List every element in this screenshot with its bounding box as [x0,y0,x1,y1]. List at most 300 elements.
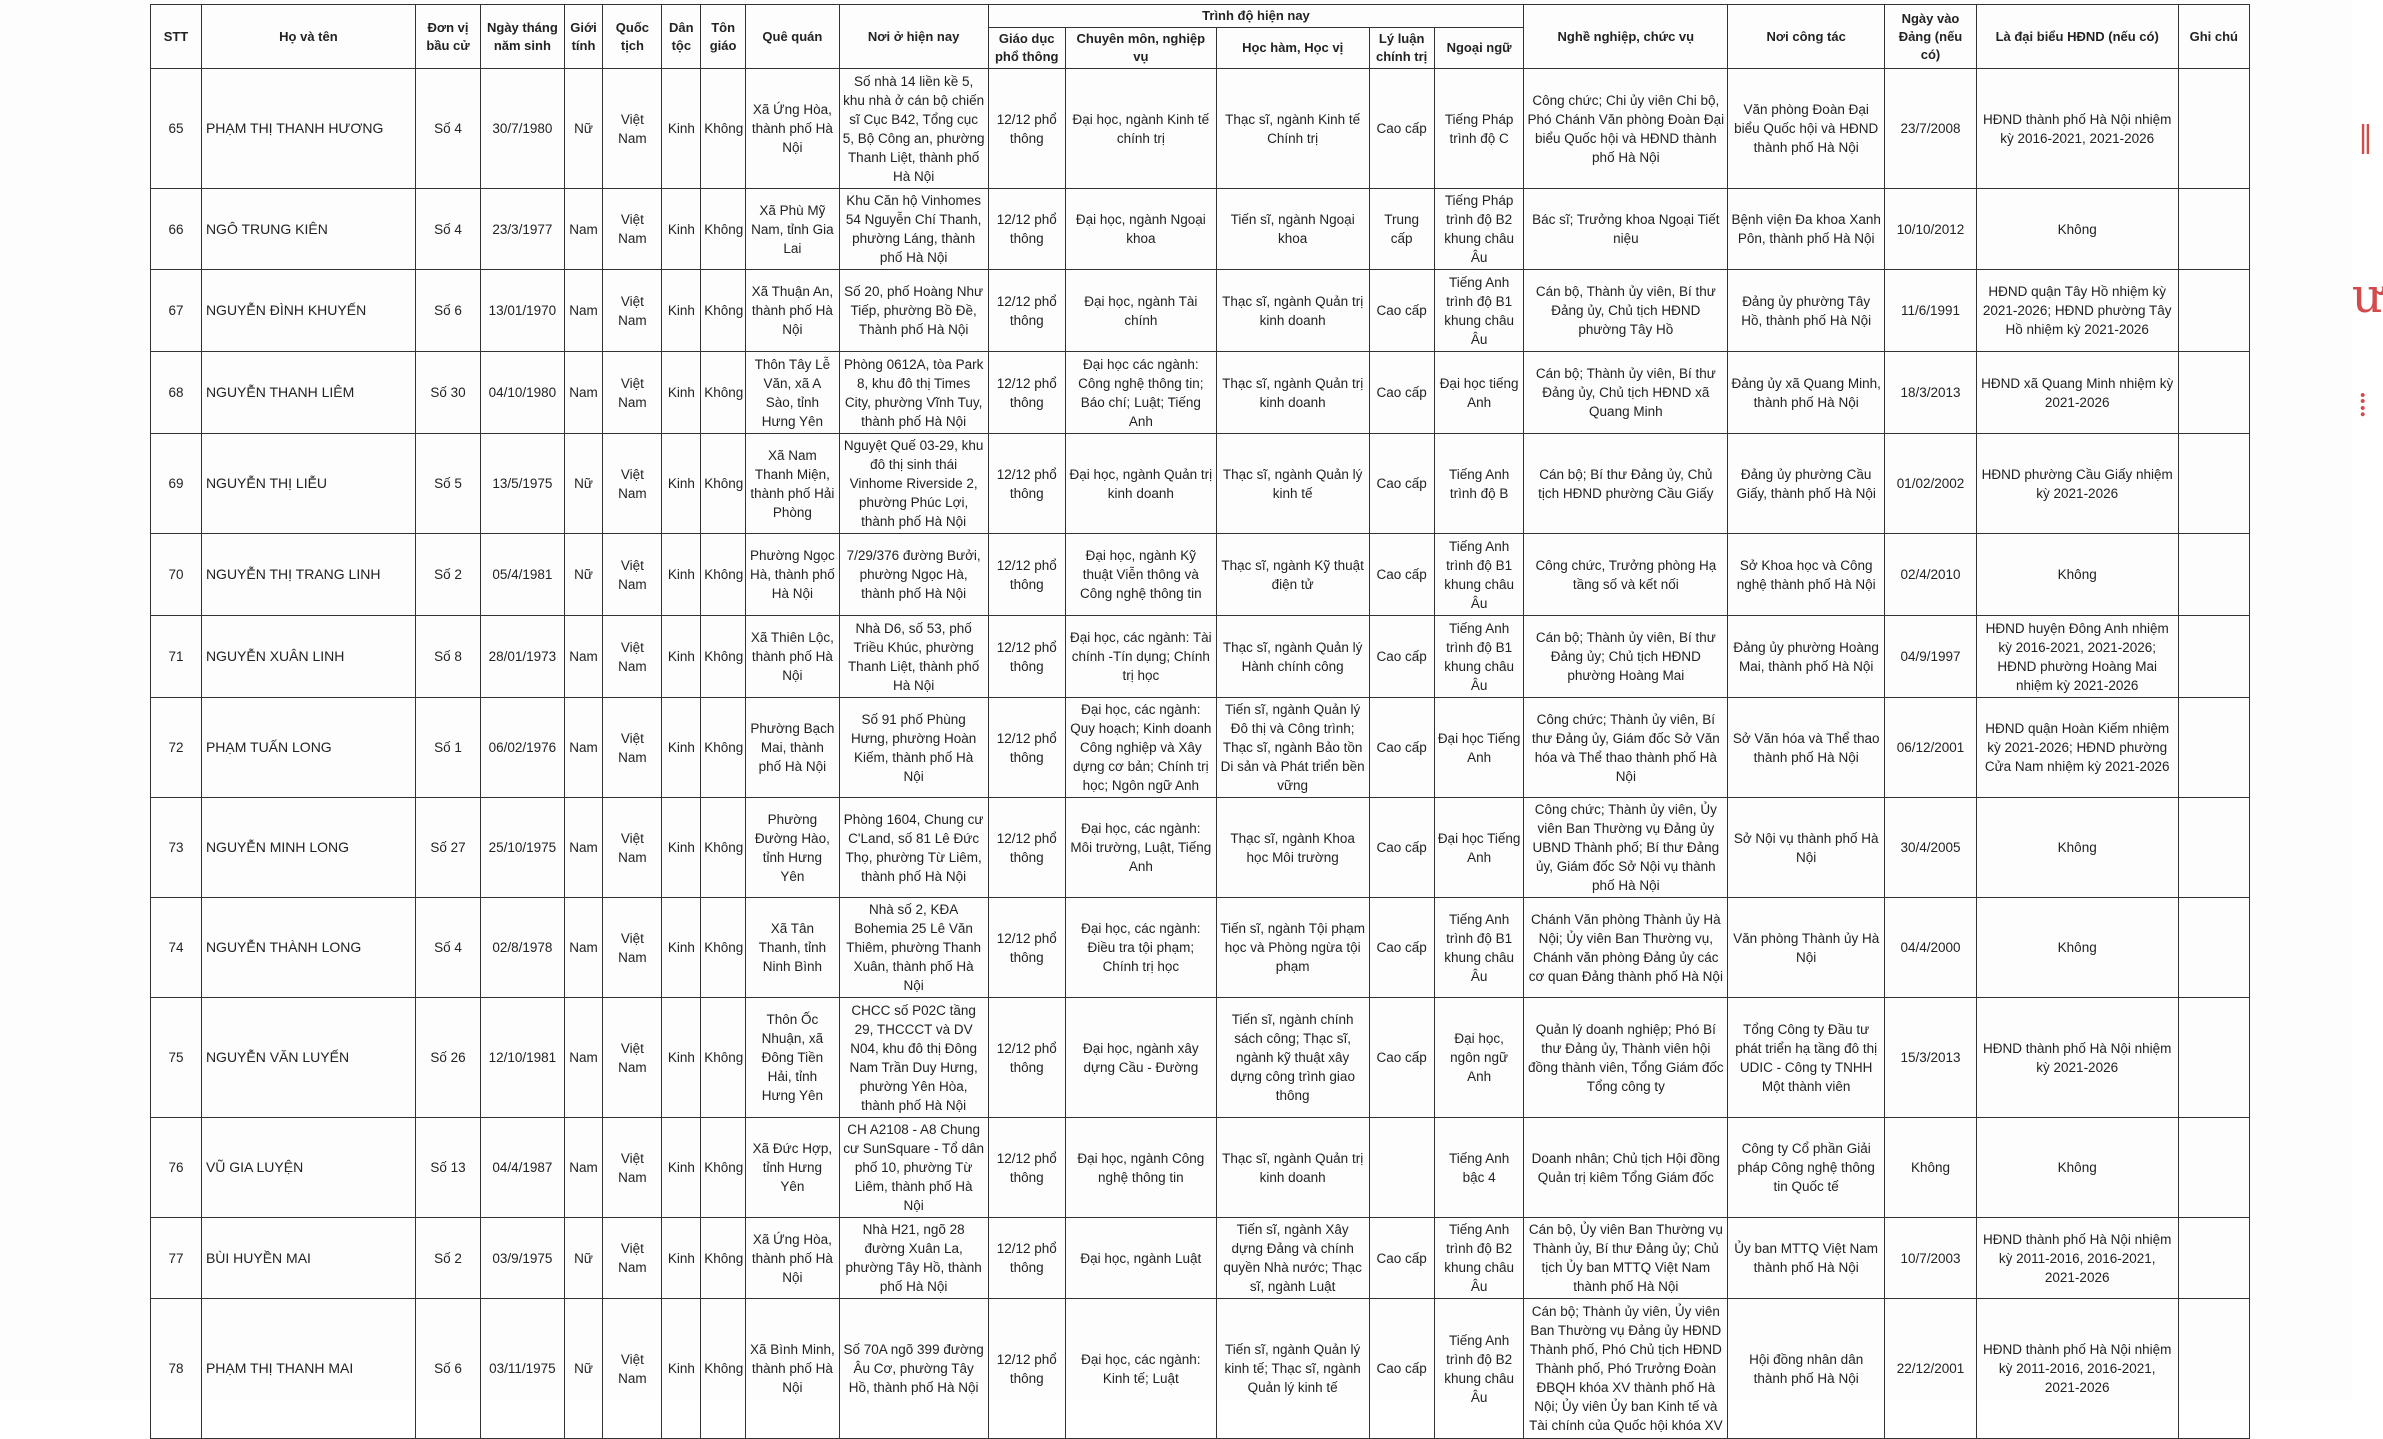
header-col-8: Quê quán [746,5,840,69]
header-col-18: Là đại biểu HĐND (nếu có) [1976,5,2178,69]
cell-14: Tiếng Anh trình độ B [1434,434,1524,534]
cell-15: Bác sĩ; Trưởng khoa Ngoại Tiết niệu [1524,189,1728,270]
header-col-2: Đơn vị bầu cử [415,5,480,69]
cell-8: Phường Bạch Mai, thành phố Hà Nội [746,698,840,798]
red-stamp-mark: ư [2352,268,2383,324]
cell-18: HĐND thành phố Hà Nội nhiệm kỳ 2021-2026 [1976,998,2178,1118]
header-col-7: Tôn giáo [701,5,746,69]
cell-8: Xã Bình Minh, thành phố Hà Nội [746,1299,840,1439]
cell-11: Đại học, các ngành: Tài chính -Tín dụng; Chính trị học [1065,616,1216,698]
cell-16: Văn phòng Đoàn Đại biểu Quốc hội và HĐND thành phố Hà Nội [1728,69,1885,189]
table-row [151,998,2250,1118]
cell-18: Không [1976,898,2178,998]
table-row [151,616,2250,698]
cell-2: Số 2 [415,534,480,616]
cell-1: PHẠM TUẤN LONG [201,698,415,798]
cell-3: 03/11/1975 [481,1299,565,1439]
header-col-15: Nghề nghiệp, chức vụ [1524,5,1728,69]
cell-3: 04/4/1987 [481,1118,565,1218]
cell-16: Văn phòng Thành ủy Hà Nội [1728,898,1885,998]
cell-7: Không [701,69,746,189]
cell-11: Đại học, các ngành: Quy hoạch; Kinh doanh Công nghiệp và Xây dựng cơ bản; Chính trị học; Ngôn ngữ Anh [1065,698,1216,798]
cell-13 [1369,1118,1434,1218]
cell-15: Doanh nhân; Chủ tịch Hội đồng Quản trị kiêm Tổng Giám đốc [1524,1118,1728,1218]
cell-9: Nguyệt Quế 03-29, khu đô thị sinh thái Vinhome Riverside 2, phường Phúc Lợi, thành phố Hà Nội [839,434,988,534]
cell-9: Số 20, phố Hoàng Như Tiếp, phường Bồ Đề, Thành phố Hà Nội [839,270,988,352]
cell-4: Nữ [564,434,603,534]
cell-10: 12/12 phổ thông [988,534,1065,616]
cell-8: Xã Ứng Hòa, thành phố Hà Nội [746,1218,840,1299]
table-row [151,698,2250,798]
cell-11: Đại học, các ngành: Điều tra tội phạm; Chính trị học [1065,898,1216,998]
cell-6: Kinh [662,1299,701,1439]
cell-10: 12/12 phổ thông [988,998,1065,1118]
cell-5: Việt Nam [603,1218,662,1299]
cell-0: 77 [151,1218,202,1299]
cell-19 [2178,1218,2249,1299]
table-row [151,69,2250,189]
header-col-16: Nơi công tác [1728,5,1885,69]
page-margin [2352,0,2377,1399]
cell-14: Tiếng Anh trình độ B1 khung châu Âu [1434,898,1524,998]
cell-1: PHẠM THỊ THANH MAI [201,1299,415,1439]
cell-18: Không [1976,189,2178,270]
cell-1: PHẠM THỊ THANH HƯƠNG [201,69,415,189]
cell-13: Cao cấp [1369,270,1434,352]
cell-19 [2178,616,2249,698]
header-col-5: Quốc tịch [603,5,662,69]
cell-16: Sở Khoa học và Công nghệ thành phố Hà Nội [1728,534,1885,616]
cell-19 [2178,189,2249,270]
cell-0: 73 [151,798,202,898]
cell-0: 76 [151,1118,202,1218]
red-stamp-mark: ⁞ [2358,385,2368,425]
cell-5: Việt Nam [603,1299,662,1439]
table-row [151,189,2250,270]
cell-18: HĐND xã Quang Minh nhiệm kỳ 2021-2026 [1976,352,2178,434]
header-col-0: STT [151,5,202,69]
cell-8: Thôn Tây Lễ Văn, xã A Sào, tỉnh Hưng Yên [746,352,840,434]
cell-7: Không [701,898,746,998]
cell-11: Đại học, ngành Luật [1065,1218,1216,1299]
cell-6: Kinh [662,270,701,352]
cell-6: Kinh [662,1118,701,1218]
cell-10: 12/12 phổ thông [988,69,1065,189]
header-col-14: Ngoại ngữ [1434,28,1524,69]
table-row [151,534,2250,616]
cell-12: Tiến sĩ, ngành chính sách công; Thạc sĩ, ngành kỹ thuật xây dựng công trình giao thông [1216,998,1369,1118]
cell-7: Không [701,1218,746,1299]
cell-17: 10/7/2003 [1885,1218,1977,1299]
cell-15: Chánh Văn phòng Thành ủy Hà Nội; Ủy viên Ban Thường vụ, Chánh văn phòng Đảng ủy các cơ quan Đảng thành phố Hà Nội [1524,898,1728,998]
cell-6: Kinh [662,352,701,434]
cell-5: Việt Nam [603,189,662,270]
header-col-11: Chuyên môn, nghiệp vụ [1065,28,1216,69]
cell-19 [2178,434,2249,534]
cell-7: Không [701,434,746,534]
red-stamp-mark: ‖ [2358,120,2373,155]
cell-13: Cao cấp [1369,1218,1434,1299]
cell-12: Thạc sĩ, ngành Quản trị kinh doanh [1216,352,1369,434]
cell-17: 30/4/2005 [1885,798,1977,898]
cell-15: Quản lý doanh nghiệp; Phó Bí thư Đảng ủy, Thành viên hội đồng thành viên, Tổng Giám đốc Tổng công ty [1524,998,1728,1118]
cell-4: Nam [564,352,603,434]
cell-3: 13/5/1975 [481,434,565,534]
table-row [151,352,2250,434]
cell-2: Số 5 [415,434,480,534]
header-col-6: Dân tộc [662,5,701,69]
cell-19 [2178,1299,2249,1439]
cell-9: CH A2108 - A8 Chung cư SunSquare - Tổ dân phố 10, phường Từ Liêm, thành phố Hà Nội [839,1118,988,1218]
cell-0: 70 [151,534,202,616]
cell-3: 23/3/1977 [481,189,565,270]
cell-4: Nữ [564,1299,603,1439]
cell-10: 12/12 phổ thông [988,434,1065,534]
cell-4: Nữ [564,534,603,616]
cell-12: Thạc sĩ, ngành Quản lý kinh tế [1216,434,1369,534]
cell-8: Xã Thiên Lộc, thành phố Hà Nội [746,616,840,698]
cell-8: Xã Đức Hợp, tỉnh Hưng Yên [746,1118,840,1218]
cell-19 [2178,69,2249,189]
cell-5: Việt Nam [603,534,662,616]
cell-7: Không [701,270,746,352]
cell-11: Đại học, ngành Công nghệ thông tin [1065,1118,1216,1218]
cell-3: 03/9/1975 [481,1218,565,1299]
table-row [151,898,2250,998]
cell-14: Tiếng Pháp trình độ B2 khung châu Âu [1434,189,1524,270]
cell-16: Sở Văn hóa và Thể thao thành phố Hà Nội [1728,698,1885,798]
cell-15: Cán bộ, Ủy viên Ban Thường vụ Thành ủy, Bí thư Đảng ủy; Chủ tịch Ủy ban MTTQ Việt Nam thành phố Hà Nội [1524,1218,1728,1299]
cell-9: 7/29/376 đường Bưởi, phường Ngọc Hà, thành phố Hà Nội [839,534,988,616]
cell-8: Phường Ngọc Hà, thành phố Hà Nội [746,534,840,616]
cell-3: 12/10/1981 [481,998,565,1118]
cell-9: CHCC số P02C tầng 29, THCCCT và DV N04, khu đô thị Đông Nam Trần Duy Hưng, phường Yên Hòa, thành phố Hà Nội [839,998,988,1118]
cell-10: 12/12 phổ thông [988,698,1065,798]
cell-4: Nữ [564,1218,603,1299]
cell-18: HĐND thành phố Hà Nội nhiệm kỳ 2016-2021, 2021-2026 [1976,69,2178,189]
header-col-19: Ghi chú [2178,5,2249,69]
cell-14: Tiếng Pháp trình độ C [1434,69,1524,189]
cell-17: Không [1885,1118,1977,1218]
cell-5: Việt Nam [603,998,662,1118]
cell-4: Nữ [564,69,603,189]
cell-13: Cao cấp [1369,616,1434,698]
cell-12: Tiến sĩ, ngành Ngoại khoa [1216,189,1369,270]
cell-18: Không [1976,534,2178,616]
cell-12: Thạc sĩ, ngành Quản lý Hành chính công [1216,616,1369,698]
cell-11: Đại học các ngành: Công nghệ thông tin; Báo chí; Luật; Tiếng Anh [1065,352,1216,434]
cell-12: Thạc sĩ, ngành Kỹ thuật điện tử [1216,534,1369,616]
cell-0: 78 [151,1299,202,1439]
header-col-13: Lý luận chính trị [1369,28,1434,69]
cell-16: Hội đồng nhân dân thành phố Hà Nội [1728,1299,1885,1439]
cell-3: 06/02/1976 [481,698,565,798]
cell-15: Cán bộ; Thành ủy viên, Bí thư Đảng ủy; Chủ tịch HĐND phường Hoàng Mai [1524,616,1728,698]
cell-18: HĐND quận Hoàn Kiếm nhiệm kỳ 2021-2026; HĐND phường Cửa Nam nhiệm kỳ 2021-2026 [1976,698,2178,798]
cell-5: Việt Nam [603,616,662,698]
cell-10: 12/12 phổ thông [988,798,1065,898]
cell-5: Việt Nam [603,352,662,434]
cell-18: Không [1976,798,2178,898]
cell-10: 12/12 phổ thông [988,898,1065,998]
cell-1: NGUYỄN THỊ TRANG LINH [201,534,415,616]
cell-6: Kinh [662,434,701,534]
cell-8: Thôn Ốc Nhuận, xã Đông Tiền Hải, tỉnh Hưng Yên [746,998,840,1118]
cell-11: Đại học, ngành Quản trị kinh doanh [1065,434,1216,534]
cell-6: Kinh [662,698,701,798]
cell-4: Nam [564,998,603,1118]
cell-17: 06/12/2001 [1885,698,1977,798]
cell-7: Không [701,1299,746,1439]
cell-13: Cao cấp [1369,998,1434,1118]
cell-0: 75 [151,998,202,1118]
cell-12: Thạc sĩ, ngành Quản trị kinh doanh [1216,1118,1369,1218]
cell-18: HĐND thành phố Hà Nội nhiệm kỳ 2011-2016, 2016-2021, 2021-2026 [1976,1218,2178,1299]
table-row [151,1118,2250,1218]
cell-9: Nhà D6, số 53, phố Triều Khúc, phường Thanh Liệt, thành phố Hà Nội [839,616,988,698]
header-col-10: Giáo dục phổ thông [988,28,1065,69]
cell-2: Số 27 [415,798,480,898]
cell-8: Xã Nam Thanh Miện, thành phố Hải Phòng [746,434,840,534]
cell-16: Bệnh viện Đa khoa Xanh Pôn, thành phố Hà Nội [1728,189,1885,270]
cell-10: 12/12 phổ thông [988,1118,1065,1218]
cell-10: 12/12 phổ thông [988,1218,1065,1299]
cell-2: Số 4 [415,189,480,270]
cell-7: Không [701,534,746,616]
cell-1: NGÔ TRUNG KIÊN [201,189,415,270]
cell-7: Không [701,698,746,798]
cell-6: Kinh [662,898,701,998]
cell-2: Số 6 [415,270,480,352]
cell-15: Công chức; Thành ủy viên, Bí thư Đảng ủy, Giám đốc Sở Văn hóa và Thể thao thành phố Hà Nội [1524,698,1728,798]
cell-16: Công ty Cổ phần Giải pháp Công nghệ thông tin Quốc tế [1728,1118,1885,1218]
cell-3: 30/7/1980 [481,69,565,189]
cell-0: 68 [151,352,202,434]
cell-7: Không [701,798,746,898]
cell-6: Kinh [662,69,701,189]
header-col-12: Học hàm, Học vị [1216,28,1369,69]
cell-5: Việt Nam [603,69,662,189]
cell-4: Nam [564,616,603,698]
cell-0: 67 [151,270,202,352]
cell-4: Nam [564,798,603,898]
cell-2: Số 13 [415,1118,480,1218]
cell-4: Nam [564,1118,603,1218]
cell-12: Tiến sĩ, ngành Quản lý Đô thị và Công trình; Thạc sĩ, ngành Bảo tồn Di sản và Phát triển bền vững [1216,698,1369,798]
cell-7: Không [701,1118,746,1218]
cell-18: Không [1976,1118,2178,1218]
cell-7: Không [701,616,746,698]
cell-14: Đại học Tiếng Anh [1434,798,1524,898]
cell-2: Số 8 [415,616,480,698]
cell-10: 12/12 phổ thông [988,189,1065,270]
cell-18: HĐND phường Cầu Giấy nhiệm kỳ 2021-2026 [1976,434,2178,534]
cell-2: Số 2 [415,1218,480,1299]
cell-15: Công chức, Trưởng phòng Hạ tầng số và kết nối [1524,534,1728,616]
cell-3: 02/8/1978 [481,898,565,998]
cell-18: HĐND thành phố Hà Nội nhiệm kỳ 2011-2016, 2016-2021, 2021-2026 [1976,1299,2178,1439]
cell-14: Tiếng Anh trình độ B2 khung châu Âu [1434,1218,1524,1299]
cell-19 [2178,352,2249,434]
cell-17: 11/6/1991 [1885,270,1977,352]
table-body [151,69,2250,1439]
cell-14: Đại học, ngôn ngữ Anh [1434,998,1524,1118]
cell-5: Việt Nam [603,270,662,352]
cell-15: Công chức; Thành ủy viên, Ủy viên Ban Thường vụ Đảng ủy UBND Thành phố; Bí thư Đảng ủy, Giám đốc Sở Nội vụ thành phố Hà Nội [1524,798,1728,898]
cell-1: NGUYỄN MINH LONG [201,798,415,898]
cell-19 [2178,534,2249,616]
header-col-3: Ngày tháng năm sinh [481,5,565,69]
cell-9: Phòng 0612A, tòa Park 8, khu đô thị Times City, phường Vĩnh Tuy, thành phố Hà Nội [839,352,988,434]
header-col-1: Họ và tên [201,5,415,69]
cell-8: Xã Phù Mỹ Nam, tỉnh Gia Lai [746,189,840,270]
cell-13: Cao cấp [1369,798,1434,898]
cell-16: Ủy ban MTTQ Việt Nam thành phố Hà Nội [1728,1218,1885,1299]
cell-16: Đảng ủy phường Cầu Giấy, thành phố Hà Nội [1728,434,1885,534]
cell-10: 12/12 phổ thông [988,270,1065,352]
cell-17: 04/9/1997 [1885,616,1977,698]
cell-16: Đảng ủy xã Quang Minh, thành phố Hà Nội [1728,352,1885,434]
cell-11: Đại học, ngành Ngoại khoa [1065,189,1216,270]
cell-5: Việt Nam [603,798,662,898]
cell-3: 28/01/1973 [481,616,565,698]
cell-15: Cán bộ; Thành ủy viên, Ủy viên Ban Thường vụ Đảng ủy HĐND Thành phố, Phó Chủ tịch HĐND Thành phố, Phó Trưởng Đoàn ĐBQH khóa XV thành phố Hà Nội; Ủy viên Ủy ban Kinh tế và Tài chính của Quốc hội khóa XV [1524,1299,1728,1439]
cell-0: 72 [151,698,202,798]
cell-2: Số 6 [415,1299,480,1439]
cell-17: 01/02/2002 [1885,434,1977,534]
cell-15: Cán bộ; Bí thư Đảng ủy, Chủ tịch HĐND phường Cầu Giấy [1524,434,1728,534]
header-group: Trình độ hiện nay [988,5,1524,28]
cell-14: Tiếng Anh trình độ B2 khung châu Âu [1434,1299,1524,1439]
cell-15: Công chức; Chi ủy viên Chi bộ, Phó Chánh Văn phòng Đoàn Đại biểu Quốc hội và HĐND thành phố Hà Nội [1524,69,1728,189]
cell-9: Số nhà 14 liền kề 5, khu nhà ở cán bộ chiến sĩ Cục B42, Tổng cục 5, Bộ Công an, phường Thanh Liệt, thành phố Hà Nội [839,69,988,189]
cell-14: Tiếng Anh trình độ B1 khung châu Âu [1434,534,1524,616]
cell-17: 23/7/2008 [1885,69,1977,189]
cell-16: Đảng ủy phường Hoàng Mai, thành phố Hà Nội [1728,616,1885,698]
cell-14: Tiếng Anh trình độ B1 khung châu Âu [1434,270,1524,352]
cell-18: HĐND quận Tây Hồ nhiệm kỳ 2021-2026; HĐND phường Tây Hồ nhiệm kỳ 2021-2026 [1976,270,2178,352]
cell-17: 04/4/2000 [1885,898,1977,998]
cell-18: HĐND huyện Đông Anh nhiệm kỳ 2016-2021, 2021-2026; HĐND phường Hoàng Mai nhiệm kỳ 2021-2026 [1976,616,2178,698]
cell-1: NGUYỄN VĂN LUYẾN [201,998,415,1118]
cell-19 [2178,998,2249,1118]
header-col-9: Nơi ở hiện nay [839,5,988,69]
cell-5: Việt Nam [603,434,662,534]
cell-10: 12/12 phổ thông [988,616,1065,698]
cell-9: Phòng 1604, Chung cư C'Land, số 81 Lê Đức Thọ, phường Từ Liêm, thành phố Hà Nội [839,798,988,898]
table-row [151,1299,2250,1439]
cell-13: Cao cấp [1369,352,1434,434]
table-row [151,434,2250,534]
cell-19 [2178,798,2249,898]
cell-13: Cao cấp [1369,698,1434,798]
cell-11: Đại học, ngành Kỹ thuật Viễn thông và Công nghệ thông tin [1065,534,1216,616]
cell-8: Xã Tân Thanh, tỉnh Ninh Bình [746,898,840,998]
cell-16: Tổng Công ty Đầu tư phát triển hạ tầng đô thị UDIC - Công ty TNHH Một thành viên [1728,998,1885,1118]
cell-0: 65 [151,69,202,189]
cell-2: Số 1 [415,698,480,798]
header-col-4: Giới tính [564,5,603,69]
cell-13: Cao cấp [1369,1299,1434,1439]
table-header [151,5,2250,69]
cell-3: 04/10/1980 [481,352,565,434]
cell-2: Số 26 [415,998,480,1118]
cell-13: Cao cấp [1369,69,1434,189]
cell-9: Nhà số 2, KĐA Bohemia 25 Lê Văn Thiêm, phường Thanh Xuân, thành phố Hà Nội [839,898,988,998]
cell-13: Cao cấp [1369,434,1434,534]
cell-1: NGUYỄN ĐÌNH KHUYẾN [201,270,415,352]
cell-10: 12/12 phổ thông [988,352,1065,434]
cell-11: Đại học, các ngành: Kinh tế; Luật [1065,1299,1216,1439]
cell-13: Cao cấp [1369,534,1434,616]
cell-1: NGUYỄN THỊ LIỄU [201,434,415,534]
cell-3: 25/10/1975 [481,798,565,898]
cell-7: Không [701,189,746,270]
cell-2: Số 4 [415,898,480,998]
cell-0: 71 [151,616,202,698]
cell-5: Việt Nam [603,898,662,998]
cell-9: Khu Căn hộ Vinhomes 54 Nguyễn Chí Thanh, phường Láng, thành phố Hà Nội [839,189,988,270]
cell-6: Kinh [662,1218,701,1299]
cell-8: Phường Đường Hào, tỉnh Hưng Yên [746,798,840,898]
cell-12: Thạc sĩ, ngành Quản trị kinh doanh [1216,270,1369,352]
cell-1: VŨ GIA LUYỆN [201,1118,415,1218]
cell-14: Đại học Tiếng Anh [1434,698,1524,798]
cell-4: Nam [564,898,603,998]
cell-1: NGUYỄN XUÂN LINH [201,616,415,698]
cell-17: 18/3/2013 [1885,352,1977,434]
cell-8: Xã Thuận An, thành phố Hà Nội [746,270,840,352]
cell-4: Nam [564,698,603,798]
cell-2: Số 30 [415,352,480,434]
cell-3: 13/01/1970 [481,270,565,352]
cell-0: 69 [151,434,202,534]
cell-10: 12/12 phổ thông [988,1299,1065,1439]
cell-6: Kinh [662,998,701,1118]
cell-19 [2178,698,2249,798]
cell-1: NGUYỄN THÀNH LONG [201,898,415,998]
table-row [151,798,2250,898]
cell-11: Đại học, các ngành: Môi trường, Luật, Tiếng Anh [1065,798,1216,898]
cell-6: Kinh [662,616,701,698]
cell-14: Tiếng Anh bậc 4 [1434,1118,1524,1218]
cell-16: Đảng ủy phường Tây Hồ, thành phố Hà Nội [1728,270,1885,352]
cell-5: Việt Nam [603,1118,662,1218]
cell-17: 10/10/2012 [1885,189,1977,270]
cell-12: Tiến sĩ, ngành Xây dựng Đảng và chính quyền Nhà nước; Thạc sĩ, ngành Luật [1216,1218,1369,1299]
cell-17: 15/3/2013 [1885,998,1977,1118]
cell-6: Kinh [662,189,701,270]
cell-7: Không [701,998,746,1118]
cell-11: Đại học, ngành Kinh tế chính trị [1065,69,1216,189]
cell-1: NGUYỄN THANH LIÊM [201,352,415,434]
cell-13: Trung cấp [1369,189,1434,270]
cell-12: Thạc sĩ, ngành Khoa học Môi trường [1216,798,1369,898]
cell-17: 02/4/2010 [1885,534,1977,616]
cell-6: Kinh [662,534,701,616]
cell-12: Tiến sĩ, ngành Quản lý kinh tế; Thạc sĩ, ngành Quản lý kinh tế [1216,1299,1369,1439]
cell-12: Thạc sĩ, ngành Kinh tế Chính trị [1216,69,1369,189]
cell-15: Cán bộ, Thành ủy viên, Bí thư Đảng ủy, Chủ tịch HĐND phường Tây Hồ [1524,270,1728,352]
cell-9: Số 91 phố Phùng Hưng, phường Hoàn Kiếm, thành phố Hà Nội [839,698,988,798]
cell-7: Không [701,352,746,434]
cell-15: Cán bộ; Thành ủy viên, Bí thư Đảng ủy, Chủ tịch HĐND xã Quang Minh [1524,352,1728,434]
cell-12: Tiến sĩ, ngành Tội phạm học và Phòng ngừa tội phạm [1216,898,1369,998]
cell-19 [2178,898,2249,998]
cell-17: 22/12/2001 [1885,1299,1977,1439]
cell-0: 66 [151,189,202,270]
table-row [151,270,2250,352]
